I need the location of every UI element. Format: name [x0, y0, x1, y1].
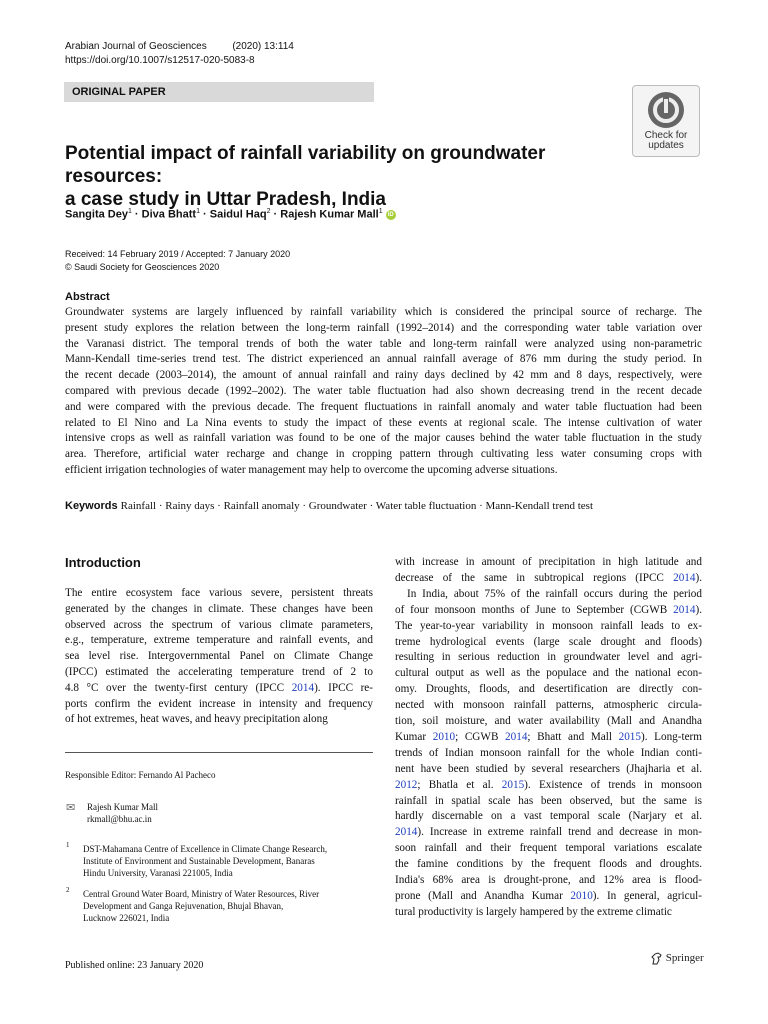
- text-run: ).: [695, 571, 702, 584]
- published-online-date: Published online: 23 January 2020: [65, 960, 204, 971]
- abstract-line: efficient irrigation technologies of water management may help to overcome the upcoming adverse situations.: [65, 464, 558, 476]
- text-line: [395, 778, 702, 794]
- text-line: [395, 809, 702, 825]
- check-for-updates-line1: Check for: [644, 130, 688, 141]
- corresponding-author-email[interactable]: rkmall@bhu.ac.in: [87, 814, 152, 824]
- abstract-line: intensive crops as well as rainfall variation was found to be one of the major causes behind the water table fluctuation in the study: [65, 432, 702, 445]
- text-line: [395, 746, 702, 762]
- corresponding-author-name: Rajesh Kumar Mall: [87, 802, 158, 812]
- text-line: [395, 762, 702, 778]
- text-line: [395, 555, 702, 571]
- citation-link[interactable]: 2014: [291, 681, 315, 694]
- publisher-logo: [651, 952, 704, 965]
- journal-name: Arabian Journal of Geosciences: [65, 41, 207, 52]
- text-run: of four monsoon months of June to September (CGWB: [395, 603, 674, 616]
- text-run: the famine conditions by the frequent floods and droughts.: [395, 858, 702, 871]
- text-run: decrease of the same in subtropical regions (IPCC: [395, 571, 674, 584]
- text-run: treme hydrological events (large scale drought and floods): [395, 635, 702, 648]
- abstract-line: related to El Nino and La Nina events to study the impact of these events at regional scale. The intense cultivation of water: [65, 416, 702, 429]
- text-line: [395, 587, 702, 603]
- abstract-line: and were compared with the previous decade. The frequent fluctuations in rainfall anomaly and water table fluctuation had been: [65, 400, 702, 413]
- abstract-line: the recent decade (2003–2014), the amount of annual rainfall and rainy days declined by 42 mm and 8 days, respectively, were: [65, 369, 702, 382]
- title-line: a case study in Uttar Pradesh, India: [65, 189, 386, 210]
- citation-link[interactable]: 2014: [673, 603, 696, 616]
- text-line: [65, 665, 373, 681]
- affiliation-number: 2: [66, 886, 70, 894]
- affiliation-number: 1: [66, 841, 70, 849]
- text-line: [395, 603, 702, 619]
- text-run: nected with monsoon rainfall patterns, atmospheric circula-: [395, 699, 702, 712]
- text-run: omy. Droughts, floods, and desertification are directly con-: [395, 683, 702, 696]
- affiliation-line: Lucknow 226021, India: [83, 913, 170, 923]
- text-run: prone (Mall and Anandha Kumar: [395, 889, 571, 902]
- author-affiliation: 2: [266, 208, 271, 215]
- text-line: [395, 571, 702, 587]
- text-run: The year-to-year variability in monsoon rainfall leads to ex-: [395, 619, 702, 632]
- text-line: [395, 857, 702, 873]
- author-affiliation: 1: [196, 208, 200, 215]
- text-line: [395, 841, 702, 857]
- text-run: ; CGWB: [455, 730, 506, 743]
- text-run: e.g., temperature, extreme temperature and rainfall events, and: [65, 634, 373, 647]
- text-line: [395, 825, 702, 841]
- text-line: [395, 635, 702, 651]
- affiliation-line: DST-Mahamana Centre of Excellence in Climate Change Research,: [83, 844, 328, 854]
- text-run: rainfall in spatial scale has been observed, but the same is: [395, 794, 702, 807]
- author-list: [65, 208, 396, 221]
- text-run: nent have been studied by several researchers (Jhajharia et al.: [395, 762, 702, 775]
- affiliation-line: Development and Ganga Rejuvenation, Bhujal Bhavan,: [83, 901, 284, 911]
- keywords-label: Keywords: [65, 500, 118, 512]
- text-run: ). Increase in extreme rainfall trend and decrease in mon-: [417, 826, 702, 839]
- text-run: of hot extremes, heat waves, and heavy precipitation along: [65, 713, 328, 726]
- keywords: [65, 500, 593, 512]
- text-run: generated by the changes in climate. These changes have been: [65, 602, 373, 615]
- text-run: ; Bhatt and Mall: [527, 730, 619, 743]
- citation-link[interactable]: 2015: [618, 730, 641, 743]
- journal-header: [65, 41, 294, 52]
- abstract-line: compared with previous decade (1992–2002). The water table fluctuation had also shown decreasing trend in the recent decade: [65, 385, 702, 397]
- abstract-line: area. Therefore, artificial water recharge and change in cropping pattern through cultivating less water consuming crops with: [65, 448, 702, 461]
- citation-link[interactable]: 2014: [505, 730, 528, 743]
- text-line: [65, 618, 373, 634]
- citation-link[interactable]: 2010: [432, 730, 456, 743]
- citation-link[interactable]: 2015: [501, 778, 525, 791]
- publisher-name: Springer: [665, 952, 704, 965]
- citation-link[interactable]: 2014: [395, 826, 418, 839]
- text-run: The entire ecosystem face various severe, persistent threats: [65, 587, 373, 599]
- text-line: [395, 873, 702, 889]
- author-name[interactable]: Diva Bhatt: [141, 208, 197, 221]
- text-run: soon rainfall and their frequent temporal variations escalate: [395, 842, 702, 855]
- text-run: observed across the spectrum of various climate parameters,: [65, 618, 373, 631]
- introduction-heading: Introduction: [65, 555, 141, 570]
- text-run: hardly discernable on a vast temporal scale (Narjary et al.: [395, 810, 702, 823]
- text-line: [65, 586, 373, 602]
- text-run: (IPCC) estimated the accelerating temperature trend of 2 to: [65, 666, 373, 678]
- affiliation-2: [83, 888, 373, 924]
- text-line: [65, 649, 373, 665]
- text-line: [395, 889, 702, 905]
- text-run: resulting in serious reduction in groundwater level and agri-: [395, 651, 702, 664]
- envelope-icon[interactable]: ✉: [66, 802, 76, 814]
- abstract-line: Mann-Kendall time-series trend test. The district experienced an annual rainfall average of 876 mm during the study period. In: [65, 353, 702, 366]
- affiliation-line: Hindu University, Varanasi 221005, India: [83, 868, 233, 878]
- text-line: [65, 712, 373, 728]
- springer-horse-icon: [651, 952, 663, 965]
- check-for-updates-icon: [647, 91, 685, 129]
- author-name[interactable]: Saidul Haq: [209, 208, 267, 221]
- text-line: [395, 794, 702, 810]
- copyright-text: Saudi Society for Geosciences 2020: [74, 262, 220, 272]
- text-line: [65, 681, 373, 697]
- text-run: India's 68% area is drought-prone, and 12% area is flood-: [395, 874, 702, 886]
- text-line: [395, 714, 702, 730]
- text-line: [65, 633, 373, 649]
- text-line: [395, 666, 702, 682]
- received-accepted-dates: Received: 14 February 2019 / Accepted: 7 January 2020: [65, 249, 291, 259]
- check-for-updates-line2: updates: [648, 140, 684, 151]
- author-separator: ·: [199, 208, 210, 221]
- text-run: ports confirm the evident increase in intensity and frequency: [65, 697, 373, 710]
- text-run: trends of Indian monsoon rainfall for the whole Indian conti-: [395, 746, 702, 759]
- responsible-editor: Responsible Editor: Fernando Al Pacheco: [65, 770, 216, 780]
- text-run: ).: [695, 603, 702, 616]
- copyright-icon: ©: [65, 262, 72, 272]
- text-run: ). Existence of trends in monsoon: [524, 778, 702, 791]
- text-run: ). IPCC re-: [314, 681, 373, 694]
- text-line: [395, 905, 702, 921]
- check-for-updates-badge[interactable]: [632, 85, 700, 157]
- orcid-icon[interactable]: iD: [387, 211, 394, 218]
- abstract-line: present study explores the relation between the long-term rainfall (1992–2014) and the corresponding water table variation over: [65, 321, 702, 334]
- text-run: tural productivity is largely hampered by the extreme climatic: [395, 905, 672, 918]
- doi-link[interactable]: https://doi.org/10.1007/s12517-020-5083-8: [65, 55, 255, 66]
- text-run: Kumar: [395, 730, 433, 743]
- affiliation-line: Institute of Environment and Sustainable Development, Banaras: [83, 856, 315, 866]
- copyright-line: [65, 262, 219, 272]
- text-run: cultural output as well as the populace and the national econ-: [395, 667, 702, 680]
- text-run: ; Bhatla et al.: [417, 778, 502, 791]
- affiliation-line: Central Ground Water Board, Ministry of Water Resources, River: [83, 889, 320, 899]
- text-line: [395, 650, 702, 666]
- author-separator: ·: [131, 208, 142, 221]
- text-run: with increase in amount of precipitation in high latitude and: [395, 556, 702, 568]
- article-type-banner: ORIGINAL PAPER: [64, 82, 374, 102]
- text-line: [395, 730, 702, 746]
- citation-link[interactable]: 2012: [395, 778, 418, 791]
- author-name[interactable]: Rajesh Kumar Mall: [280, 208, 379, 221]
- author-separator: ·: [270, 208, 281, 221]
- text-run: ). In general, agricul-: [592, 889, 702, 902]
- text-run: tion, soil moisture, and water availability (Mall and Anandha: [395, 715, 702, 727]
- text-run: sea level rise. Intergovernmental Panel on Climate Change: [65, 650, 373, 663]
- text-line: [395, 682, 702, 698]
- text-run: In India, about 75% of the rainfall occurs during the period: [407, 587, 702, 600]
- citation-link[interactable]: 2014: [673, 571, 696, 584]
- abstract-heading: Abstract: [65, 291, 110, 303]
- text-line: [65, 602, 373, 618]
- abstract-line: Groundwater systems are largely influenced by rainfall variability which is considered the principal source of recharge. The: [65, 306, 702, 318]
- author-affiliation: 1: [378, 208, 383, 215]
- text-run: 4.8 °C over the twenty-first century (IPCC: [65, 681, 292, 694]
- footnote-divider: [65, 752, 373, 753]
- abstract-line: the Varanasi district. The temporal trends of both the water table and long-term rainfall were analyzed using non-parametric: [65, 337, 702, 350]
- affiliation-1: [83, 843, 373, 879]
- citation-link[interactable]: 2010: [570, 889, 593, 902]
- text-line: [395, 619, 702, 635]
- article-title: [65, 142, 625, 211]
- author-name[interactable]: Sangita Dey: [65, 208, 128, 221]
- author-affiliation: 1: [127, 208, 132, 215]
- text-line: [65, 697, 373, 713]
- title-line: Potential impact of rainfall variability on groundwater resources:: [65, 143, 546, 187]
- keywords-list: Rainfall · Rainy days · Rainfall anomaly · Groundwater · Water table fluctuation · Mann-Kendall trend test: [120, 500, 594, 512]
- text-run: ). Long-term: [640, 730, 702, 743]
- journal-volume: (2020) 13:114: [232, 41, 294, 52]
- text-line: [395, 698, 702, 714]
